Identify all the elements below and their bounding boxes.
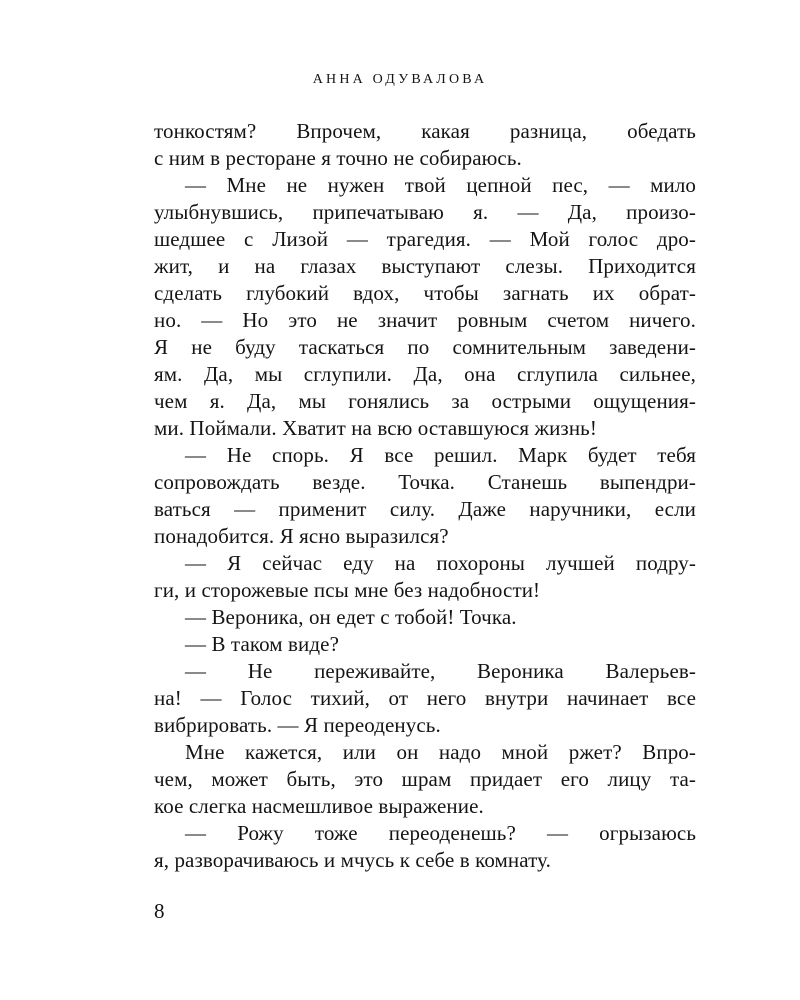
text-line: — Не переживайте, Вероника Валерьев- (185, 659, 696, 683)
text-line: сопровождать везде. Точка. Станешь выпендри- (154, 470, 696, 494)
text-line: ги, и сторожевые псы мне без надобности! (154, 578, 541, 602)
page-number: 8 (154, 899, 165, 923)
text-line: вибрировать. — Я переоденусь. (154, 713, 441, 737)
text-line: — В таком виде? (185, 632, 340, 656)
text-line: понадобится. Я ясно выразился? (154, 524, 449, 548)
text-line: тонкостям? Впрочем, какая разница, обедать (154, 119, 696, 143)
text-line: — Вероника, он едет с тобой! Точка. (185, 605, 517, 629)
text-line: ваться — применит силу. Даже наручники, если (154, 497, 696, 521)
text-line: улыбнувшись, припечатываю я. — Да, произо- (154, 200, 696, 224)
text-line: — Я сейчас еду на похороны лучшей подру- (185, 551, 696, 575)
text-line: — Мне не нужен твой цепной пес, — мило (185, 173, 696, 197)
text-line: ям. Да, мы сглупили. Да, она сглупила сильнее, (154, 362, 696, 386)
text-line: Я не буду таскаться по сомнительным заведени- (154, 335, 696, 359)
text-line: — Рожу тоже переоденешь? — огрызаюсь (185, 821, 696, 845)
text-line: ми. Поймали. Хватит на всю оставшуюся жизнь! (154, 416, 597, 440)
body-text (154, 118, 696, 874)
text-line: чем, может быть, это шрам придает его лицу та- (154, 767, 696, 791)
running-head: АННА ОДУВАЛОВА (312, 72, 488, 87)
text-line: кое слегка насмешливое выражение. (154, 794, 484, 818)
text-line: чем я. Да, мы гонялись за острыми ощущения- (154, 389, 696, 413)
text-line: я, разворачиваюсь и мчусь к себе в комнату. (154, 848, 551, 872)
text-line: Мне кажется, или он надо мной ржет? Впро- (185, 740, 696, 764)
text-line: шедшее с Лизой — трагедия. — Мой голос дро- (154, 227, 696, 251)
text-line: жит, и на глазах выступают слезы. Приходится (154, 254, 696, 278)
text-line: на! — Голос тихий, от него внутри начинает все (154, 686, 696, 710)
text-line: с ним в ресторане я точно не собираюсь. (154, 146, 522, 170)
text-line: — Не спорь. Я все решил. Марк будет тебя (185, 443, 696, 467)
text-line: сделать глубокий вдох, чтобы загнать их обрат- (154, 281, 696, 305)
text-line: но. — Но это не значит ровным счетом ничего. (154, 308, 696, 332)
